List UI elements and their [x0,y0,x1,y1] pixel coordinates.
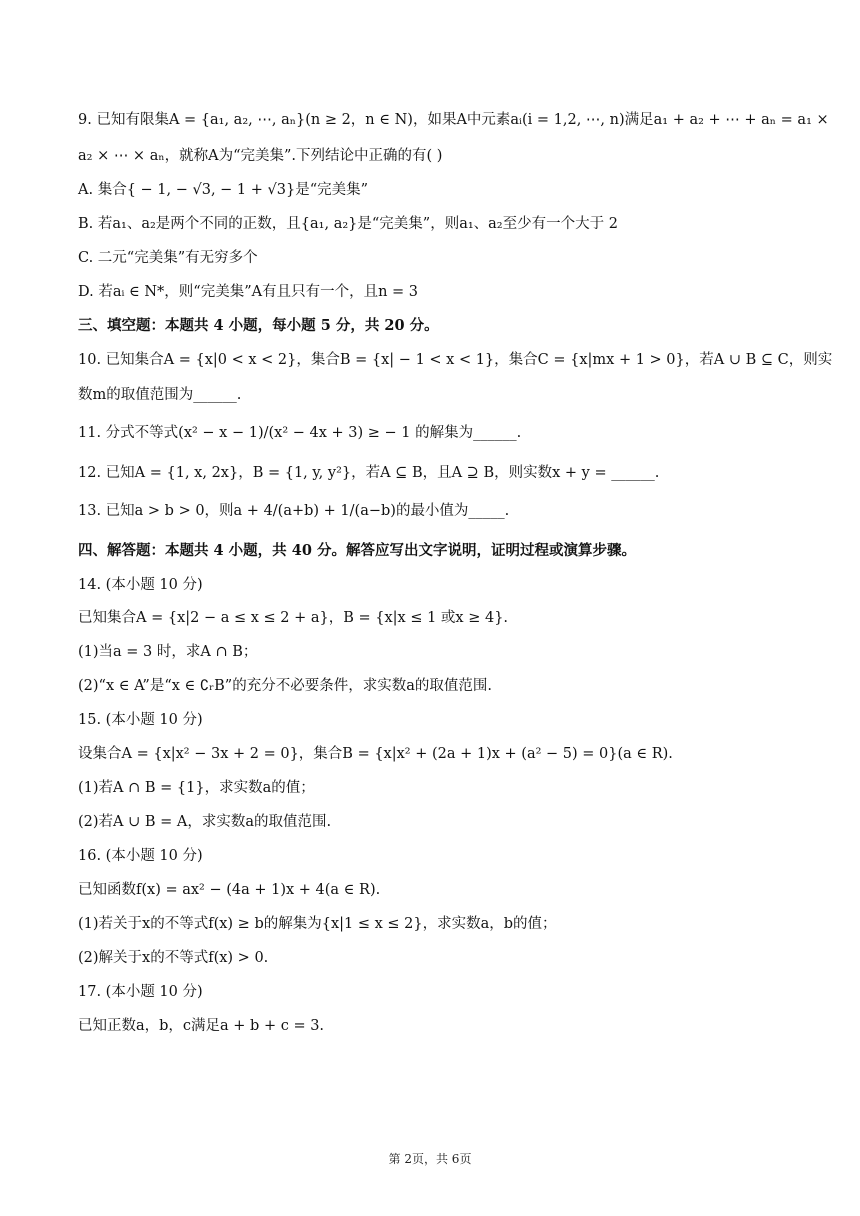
q14-part-2: (2)“x ∈ A”是“x ∈ ∁ᵣB”的充分不必要条件，求实数a的取值范围. [78,678,492,694]
section-3-heading: 三、填空题：本题共 4 小题，每小题 5 分，共 20 分。 [78,317,439,334]
q13-line: 13. 已知a > b > 0，则a + 4/(a+b) + 1/(a−b)的最小值为_____. [78,503,510,519]
q17-stem: 已知正数a，b，c满足a + b + c = 3. [78,1018,325,1034]
q9-option-d: D. 若aᵢ ∈ N*，则“完美集”A有且只有一个，且n = 3 [78,284,419,300]
q9-option-b: B. 若a₁、a₂是两个不同的正数，且{a₁, a₂}是“完美集”，则a₁、a₂至少有一个大于 2 [78,216,618,232]
q16-stem: 已知函数f(x) = ax² − (4a + 1)x + 4(a ∈ R). [78,882,381,898]
q16-part-2: (2)解关于x的不等式f(x) > 0. [78,950,269,966]
q14-stem: 已知集合A = {x|2 − a ≤ x ≤ 2 + a}，B = {x|x ≤ 1 或x ≥ 4}. [78,610,509,626]
q11-line: 11. 分式不等式(x² − x − 1)/(x² − 4x + 3) ≥ − 1 的解集为______. [78,425,522,441]
page-footer: 第 2页，共 6页 [388,1152,472,1166]
section-4-heading: 四、解答题：本题共 4 小题，共 40 分。解答应写出文字说明，证明过程或演算步骤。 [78,542,636,559]
q14-header: 14. (本小题 10 分) [78,577,203,593]
q15-stem: 设集合A = {x|x² − 3x + 2 = 0}，集合B = {x|x² + (2a + 1)x + (a² − 5) = 0}(a ∈ R). [78,746,673,762]
q9-option-a: A. 集合{ − 1, − √3, − 1 + √3}是“完美集” [78,182,369,198]
q10-line-2: 数m的取值范围为______. [78,387,242,403]
q14-part-1: (1)当a = 3 时，求A ∩ B； [78,644,258,660]
q17-header: 17. (本小题 10 分) [78,984,203,1000]
q9-line-2: a₂ × ⋯ × aₙ，就称A为“完美集”.下列结论中正确的有( ) [78,148,443,164]
q16-header: 16. (本小题 10 分) [78,848,203,864]
q10-line-1: 10. 已知集合A = {x|0 < x < 2}，集合B = {x| − 1 < x < 1}，集合C = {x|mx + 1 > 0}，若A ∪ B ⊆ C，则实 [78,352,833,368]
q9-option-c: C. 二元“完美集”有无穷多个 [78,250,258,266]
q15-header: 15. (本小题 10 分) [78,712,203,728]
q15-part-2: (2)若A ∪ B = A，求实数a的取值范围. [78,814,332,830]
q9-line-1: 9. 已知有限集A = {a₁, a₂, ⋯, aₙ}(n ≥ 2，n ∈ N)，如果A中元素aᵢ(i = 1,2, ⋯, n)满足a₁ + a₂ + ⋯ + aₙ = a₁ × [78,112,829,128]
q16-part-1: (1)若关于x的不等式f(x) ≥ b的解集为{x|1 ≤ x ≤ 2}，求实数a，b的值； [78,916,557,932]
q12-line: 12. 已知A = {1, x, 2x}，B = {1, y, y²}，若A ⊆ B，且A ⊇ B，则实数x + y = ______. [78,465,660,481]
q15-part-1: (1)若A ∩ B = {1}，求实数a的值； [78,780,315,796]
